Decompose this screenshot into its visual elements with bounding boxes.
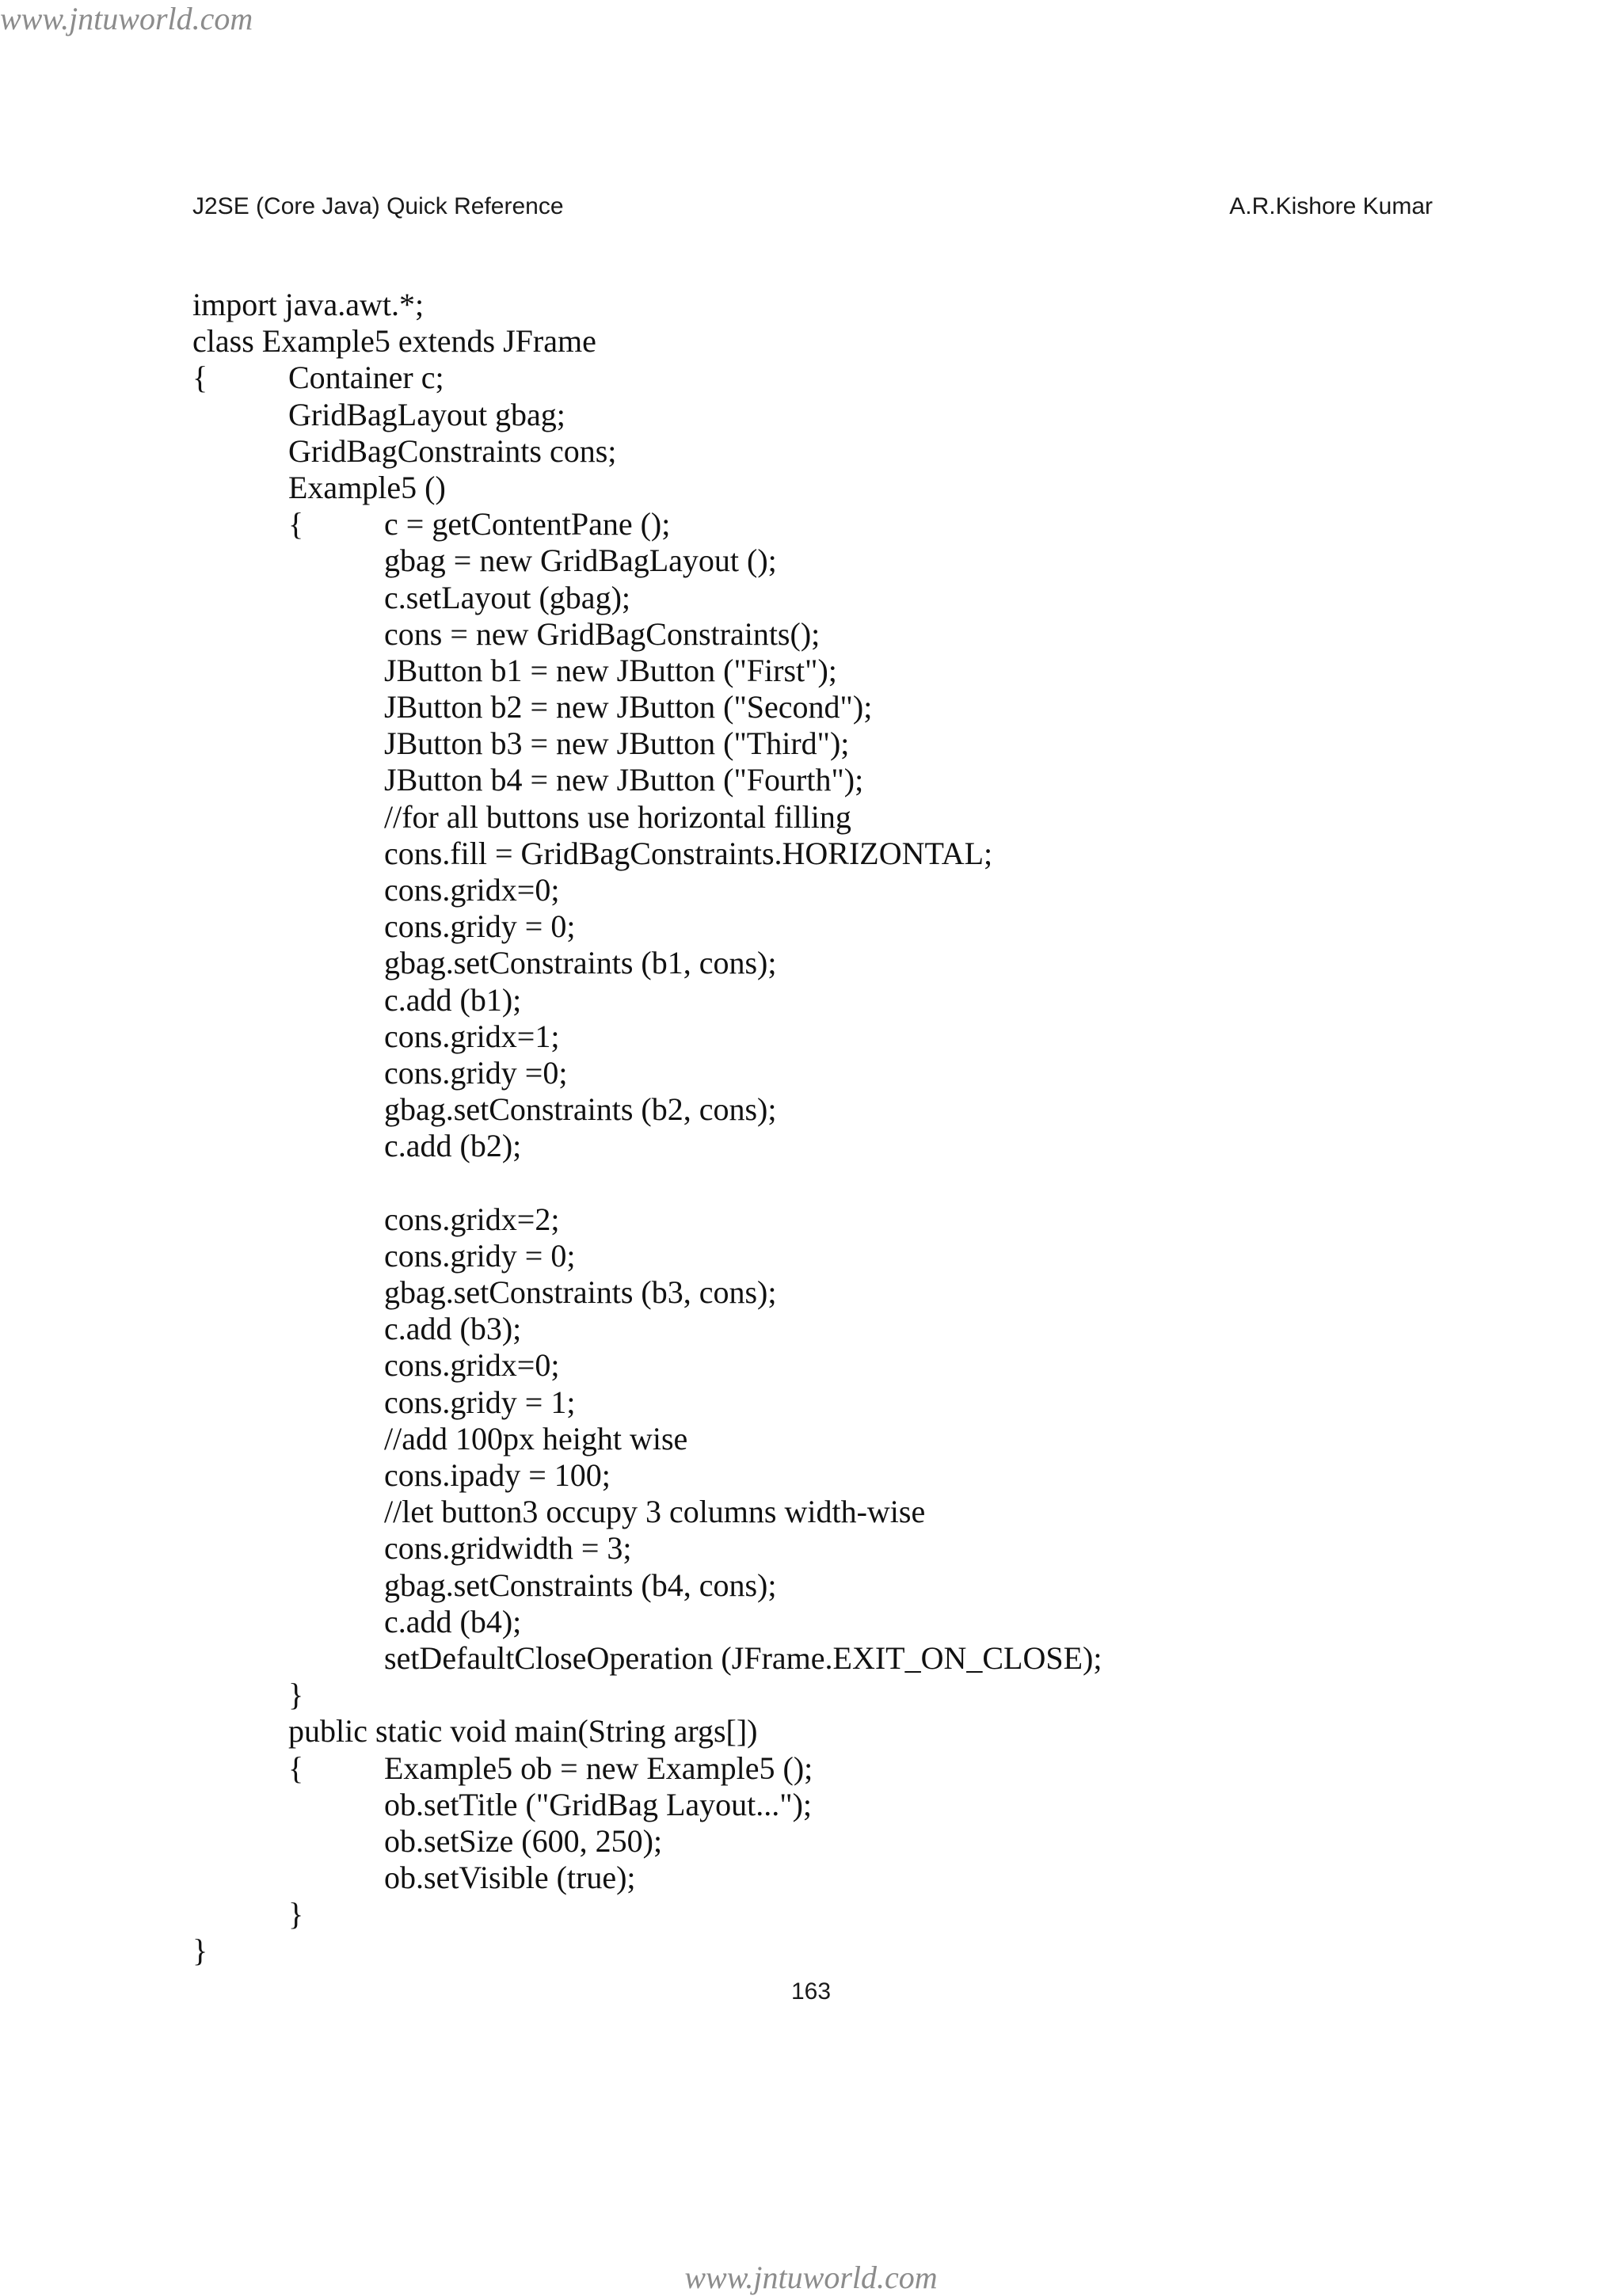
code-text: cons.gridx=1; (384, 1018, 560, 1054)
code-text: cons.ipady = 100; (384, 1457, 611, 1493)
code-text: ob.setSize (600, 250); (384, 1822, 663, 1859)
code-text: cons.gridy =0; (384, 1054, 568, 1091)
code-text: ob.setVisible (true); (384, 1860, 636, 1896)
code-text: gbag.setConstraints (b2, cons); (384, 1091, 777, 1128)
code-text: JButton b1 = new JButton ("First"); (384, 652, 837, 688)
watermark-top: www.jntuworld.com (0, 1, 253, 36)
header-author: A.R.Kishore Kumar (1229, 193, 1433, 219)
code-text: JButton b2 = new JButton ("Second"); (384, 689, 873, 725)
code-text: gbag.setConstraints (b1, cons); (384, 945, 777, 981)
code-text: c.add (b3); (384, 1311, 522, 1347)
header-title: J2SE (Core Java) Quick Reference (192, 193, 564, 219)
code-text: GridBagLayout gbag; (288, 396, 565, 432)
code-text: //let button3 occupy 3 columns width-wise (384, 1494, 926, 1530)
code-text: setDefaultCloseOperation (JFrame.EXIT_ON_CLOSE); (384, 1639, 1102, 1676)
code-text: class Example5 extends JFrame (192, 323, 596, 360)
code-text: gbag.setConstraints (b4, cons); (384, 1567, 777, 1603)
code-text: cons.gridx=0; (384, 1347, 560, 1384)
code-text: c.setLayout (gbag); (384, 579, 630, 615)
code-text: JButton b4 = new JButton ("Fourth"); (384, 762, 864, 798)
code-text: cons.gridy = 0; (384, 908, 576, 945)
code-text: import java.awt.*; (192, 287, 425, 322)
code-text: c = getContentPane (); (384, 506, 671, 543)
code-text: c.add (b2); (384, 1128, 522, 1164)
code-text: //add 100px height wise (384, 1420, 688, 1456)
code-brace: { (192, 360, 208, 396)
code-brace: } (288, 1896, 304, 1932)
code-text: gbag = new GridBagLayout (); (384, 543, 777, 579)
code-brace: { (288, 506, 304, 543)
code-text: c.add (b4); (384, 1603, 522, 1639)
code-text: GridBagConstraints cons; (288, 432, 617, 469)
code-text: cons.fill = GridBagConstraints.HORIZONTAL; (384, 835, 993, 871)
code-text: cons = new GridBagConstraints(); (384, 615, 821, 652)
code-text: cons.gridy = 1; (384, 1384, 576, 1420)
code-text: Container c; (288, 360, 444, 396)
code-text: cons.gridwidth = 3; (384, 1530, 632, 1567)
code-text: gbag.setConstraints (b3, cons); (384, 1274, 777, 1311)
code-text: Example5 () (288, 469, 446, 505)
code-text: Example5 ob = new Example5 (); (384, 1750, 813, 1786)
code-text: ob.setTitle ("GridBag Layout..."); (384, 1786, 813, 1822)
code-text: cons.gridy = 0; (384, 1237, 576, 1274)
code-brace: } (192, 1932, 208, 1969)
code-text: c.add (b1); (384, 981, 522, 1018)
code-text: public static void main(String args[]) (288, 1713, 758, 1750)
code-brace: } (288, 1677, 304, 1713)
code-text: JButton b3 = new JButton ("Third"); (384, 725, 850, 762)
code-text: //for all buttons use horizontal filling (384, 798, 851, 835)
code-text: cons.gridx=0; (384, 872, 560, 908)
code-brace: { (288, 1750, 304, 1786)
page-number: 163 (790, 1978, 832, 2005)
watermark-bottom: www.jntuworld.com (684, 2260, 938, 2295)
code-text: cons.gridx=2; (384, 1201, 560, 1237)
